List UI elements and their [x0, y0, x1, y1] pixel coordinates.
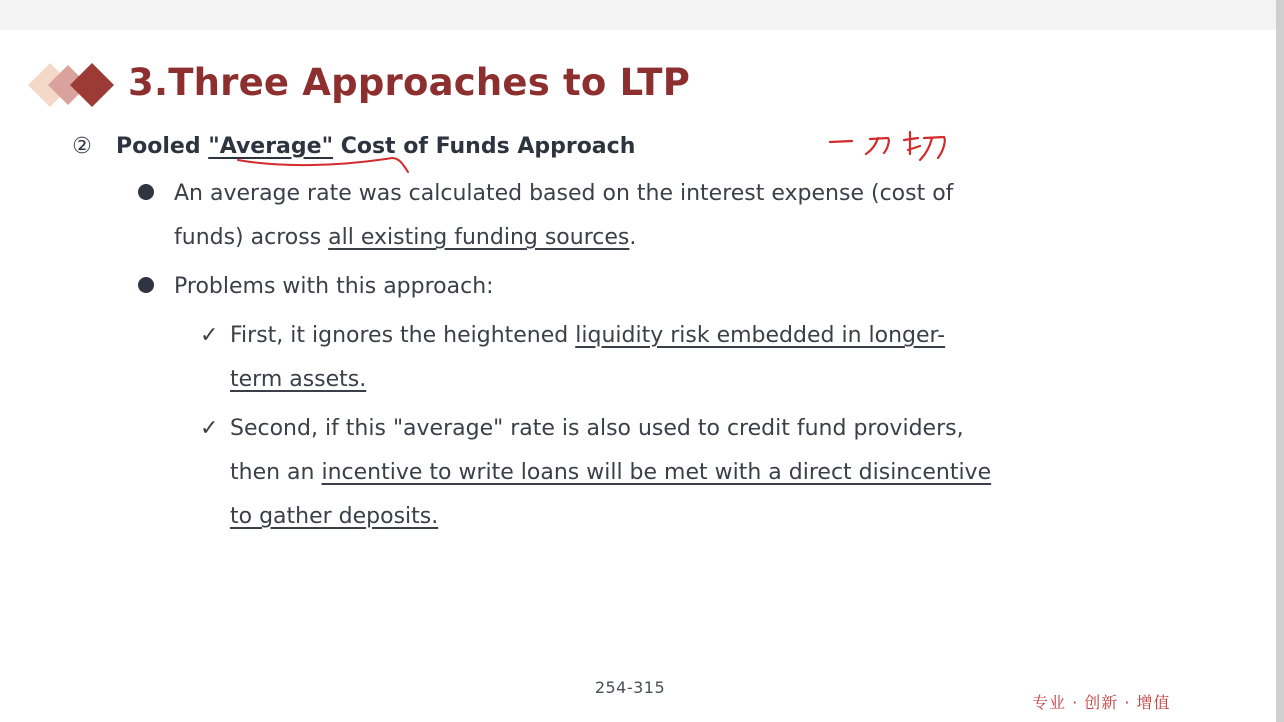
handwritten-annotation	[826, 126, 956, 166]
checkmark-icon: ✓	[200, 416, 219, 441]
heading-emphasis: "Average"	[208, 133, 334, 159]
underlined-text: liquidity risk embedded in longer-	[575, 323, 946, 348]
check-line: Second, if this "average" rate is also used to credit fund providers,	[230, 416, 964, 441]
text-span: funds) across	[174, 225, 329, 250]
heading-post: Cost of Funds Approach	[333, 133, 636, 159]
bullet-line: An average rate was calculated based on the interest expense (cost of	[174, 181, 954, 206]
check-line	[230, 495, 991, 539]
check-item	[200, 407, 991, 539]
check-line	[230, 358, 945, 402]
text-span: .	[629, 225, 637, 250]
heading-pre: Pooled	[116, 133, 209, 159]
top-bar	[0, 0, 1276, 30]
text-span: then an	[230, 460, 322, 485]
bullet-item	[138, 265, 494, 309]
underlined-text: term assets.	[230, 367, 367, 392]
underlined-text: to gather deposits.	[230, 504, 439, 529]
check-text	[230, 314, 945, 402]
section-number: ②	[72, 133, 92, 159]
check-item	[200, 314, 945, 402]
bullet-dot-icon	[138, 277, 154, 293]
bullet-text: Problems with this approach:	[174, 274, 494, 299]
check-line	[230, 314, 945, 358]
check-text	[230, 407, 991, 539]
check-line	[230, 451, 991, 495]
slogan: 专业 · 创新 · 增值	[1032, 693, 1171, 712]
underlined-text: incentive to write loans will be met with a direct disincentive	[321, 460, 992, 485]
diamond-decoration-icon	[26, 60, 126, 110]
text-span: First, it ignores the heightened	[230, 323, 576, 348]
right-gutter	[1276, 0, 1284, 722]
bullet-line	[174, 216, 953, 260]
slide-title: 3.Three Approaches to LTP	[128, 61, 691, 104]
page-number: 254-315	[594, 678, 666, 697]
checkmark-icon: ✓	[200, 323, 219, 348]
bullet-item	[138, 172, 953, 260]
bullet-dot-icon	[138, 184, 154, 200]
underlined-text: all existing funding sources	[328, 225, 630, 250]
bullet-text	[174, 172, 953, 260]
